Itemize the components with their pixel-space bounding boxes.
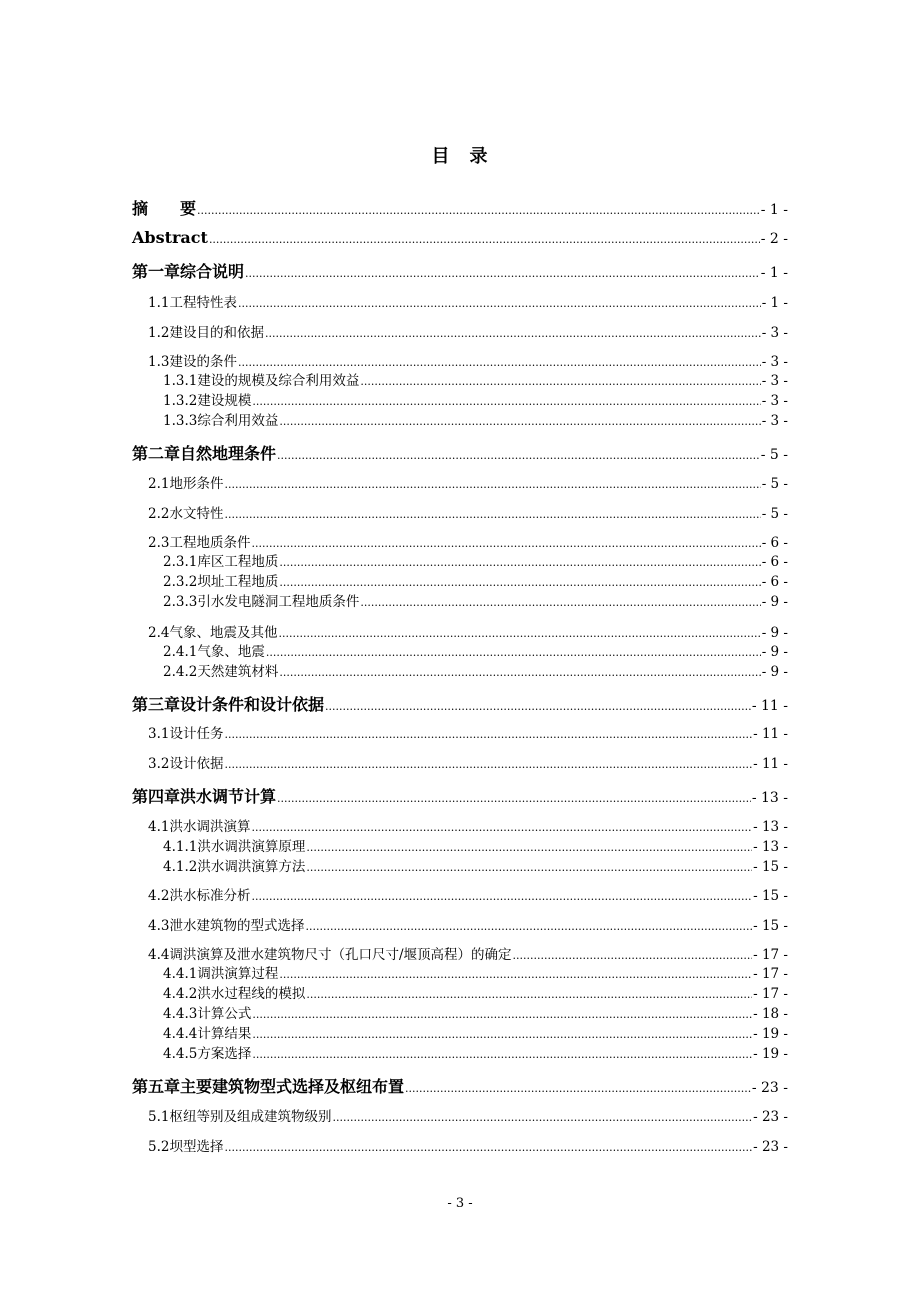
toc-entry-number: 2.3.3 [163,594,198,610]
toc-entry-title: 坝型选择 [169,1139,224,1155]
toc-entry[interactable] [132,1074,788,1097]
toc-entry-title: 综合利用效益 [197,413,279,429]
dot-leader [238,356,761,369]
dot-leader [265,327,761,340]
toc-entry-number: 第三章 [132,695,181,714]
dot-leader [238,297,761,310]
toc-entry-number: 4.4.1 [163,966,198,982]
toc-entry[interactable] [148,472,788,492]
toc-entry[interactable] [148,321,788,341]
toc-entry-page: - 1 - [760,265,788,281]
dot-leader [245,267,760,280]
toc-entry-number: 4.4.3 [163,1006,198,1022]
toc-entry[interactable] [148,943,788,963]
toc-entry[interactable] [163,1042,788,1062]
dot-leader [332,1111,752,1124]
toc-entry-number: 第五章 [132,1077,181,1096]
toc-entry-page: - 17 - [753,947,788,963]
toc-entry-title: 洪水调节计算 [180,787,277,806]
toc-entry-page: - 5 - [760,447,788,463]
toc-entry-page: - 17 - [753,966,788,982]
toc-entry-page: - 5 - [761,476,788,492]
toc-entry-page: - 11 - [753,726,788,742]
toc-entry[interactable] [148,350,788,370]
toc-entry[interactable] [132,692,788,715]
toc-entry-number: 3.1 [148,726,170,742]
dot-leader [325,700,751,713]
toc-entry-title: 气象、地震及其他 [169,625,278,641]
toc-title: 目 录 [431,146,489,167]
dot-leader [209,233,760,246]
toc-entry[interactable] [148,502,788,522]
dot-leader [224,478,760,491]
toc-entry[interactable] [148,291,788,311]
toc-entry[interactable] [132,228,788,247]
dot-leader [279,415,760,428]
toc-entry-title: 调洪演算及泄水建筑物尺寸（孔口尺寸/堰顶高程）的确定 [169,947,512,963]
dot-leader [279,666,760,679]
toc-entry-number: 4.4.5 [163,1046,198,1062]
toc-entry-title: 计算结果 [197,1026,252,1042]
toc-entry[interactable] [148,752,788,772]
toc-entry[interactable] [132,259,788,282]
toc-entry[interactable] [163,962,788,982]
toc-entry-title: 气象、地震 [197,644,265,660]
dot-leader [252,1048,752,1061]
toc-entry-number: 4.1.1 [163,839,198,855]
toc-entry-number: 2.4 [148,625,170,641]
toc-entry-page: - 15 - [753,918,788,934]
dot-leader [279,556,760,569]
dot-leader [251,890,752,903]
toc-entry-page: - 13 - [751,790,788,806]
toc-entry[interactable] [163,570,788,590]
toc-entry[interactable] [148,1105,788,1125]
toc-entry-number: 1.2 [148,325,170,341]
dot-leader [251,537,760,550]
toc-entry-page: - 6 - [761,574,788,590]
toc-entry-page: - 1 - [760,202,788,218]
toc-entry[interactable] [148,884,788,904]
toc-entry-number: 4.1 [148,819,170,835]
toc-entry-title: 泄水建筑物的型式选择 [169,918,305,934]
toc-entry-title: 工程特性表 [169,295,237,311]
toc-entry-title: 洪水过程线的模拟 [197,986,306,1002]
toc-entry-page: - 9 - [761,644,788,660]
toc-entry-title: 计算公式 [197,1006,252,1022]
toc-entry-title: 建设的规模及综合利用效益 [197,373,360,389]
dot-leader [305,920,752,933]
toc-entry-title: 洪水调洪演算原理 [197,839,306,855]
toc-entry-page: - 23 - [753,1109,788,1125]
toc-entry-title: 建设的条件 [169,354,237,370]
dot-leader [360,375,760,388]
toc-entry-page: - 15 - [753,859,788,875]
toc-entry-page: - 9 - [761,664,788,680]
toc-entry-number: 5.2 [148,1139,170,1155]
toc-entry[interactable] [163,640,788,660]
toc-entry-page: - 3 - [761,393,788,409]
toc-entry-page: - 17 - [753,986,788,1002]
toc-entry-title: 洪水调洪演算方法 [197,859,306,875]
dot-leader [513,949,753,962]
toc-entry-page: - 13 - [753,839,788,855]
dot-leader [278,627,760,640]
toc-entry-title: 摘 要 [132,199,197,218]
toc-entry[interactable] [132,784,788,807]
dot-leader [224,508,760,521]
toc-entry[interactable] [163,389,788,409]
toc-entry-page: - 11 - [751,698,788,714]
toc-entry-number: 4.4 [148,947,170,963]
toc-entry[interactable] [132,441,788,464]
toc-entry[interactable] [148,531,788,551]
toc-entry-number: 2.3.1 [163,554,198,570]
dot-leader [252,1028,752,1041]
toc-entry-title: 工程地质条件 [169,535,251,551]
toc-entry-page: - 19 - [753,1046,788,1062]
toc-entry[interactable] [148,1135,788,1155]
toc-entry-page: - 3 - [761,373,788,389]
toc-entry-title: 洪水标准分析 [169,888,251,904]
dot-leader [306,988,752,1001]
toc-entry-number: 3.2 [148,756,170,772]
toc-entry-number: 2.3.2 [163,574,198,590]
toc-entry-title: 设计任务 [169,726,224,742]
dot-leader [266,646,761,659]
toc-entry-page: - 6 - [761,535,788,551]
dot-leader [224,728,752,741]
toc-entry[interactable] [148,815,788,835]
toc-entry-title: 综合说明 [180,262,245,281]
toc-entry-title: 自然地理条件 [180,444,277,463]
dot-leader [405,1082,751,1095]
toc-entry-page: - 3 - [761,413,788,429]
toc-entry-title: 建设目的和依据 [169,325,264,341]
toc-entry-title: 引水发电隧洞工程地质条件 [197,594,360,610]
toc-entry-page: - 3 - [761,354,788,370]
toc-entry-page: - 5 - [761,506,788,522]
toc-entry-page: - 23 - [753,1139,788,1155]
toc-entry-title: 天然建筑材料 [197,664,279,680]
toc-entry-title: 设计条件和设计依据 [180,695,325,714]
toc-entry[interactable] [163,550,788,570]
toc-entry-page: - 13 - [753,819,788,835]
toc-entry-title: 建设规模 [197,393,252,409]
toc-entry[interactable] [163,835,788,855]
toc-entry-number: 第二章 [132,444,181,463]
toc-entry-title: 主要建筑物型式选择及枢纽布置 [180,1077,405,1096]
toc-entry-number: 4.3 [148,918,170,934]
toc-entry-title: 枢纽等别及组成建筑物级别 [169,1109,332,1125]
toc-entry-number: 2.4.2 [163,664,198,680]
toc-entry[interactable] [163,409,788,429]
toc-entry[interactable] [163,590,788,610]
toc-entry-number: 第四章 [132,787,181,806]
toc-entry[interactable] [163,855,788,875]
toc-entry-number: 1.3.1 [163,373,198,389]
dot-leader [224,1141,752,1154]
dot-leader [277,449,760,462]
dot-leader [252,1008,752,1021]
toc-entry-page: - 9 - [761,594,788,610]
toc-entry-title: 洪水调洪演算 [169,819,251,835]
toc-entry-number: 1.3 [148,354,170,370]
toc-entry[interactable] [163,660,788,680]
toc-entry-page: - 19 - [753,1026,788,1042]
toc-entry-title: 调洪演算过程 [197,966,279,982]
dot-leader [360,596,760,609]
toc-entry-page: - 11 - [753,756,788,772]
toc-entry-page: - 18 - [753,1006,788,1022]
toc-entry-number: 1.3.3 [163,413,198,429]
toc-entry-title: 地形条件 [169,476,224,492]
toc-entry-number: 4.4.4 [163,1026,198,1042]
dot-leader [306,861,752,874]
toc-entry[interactable] [163,369,788,389]
toc-entry-number: 1.3.2 [163,393,198,409]
toc-entry-number: 4.2 [148,888,170,904]
toc-entry-number: 2.4.1 [163,644,198,660]
toc-entry-page: - 1 - [761,295,788,311]
toc-entry-number: 第一章 [132,262,181,281]
dot-leader [197,204,760,217]
toc-entry-title: 水文特性 [169,506,224,522]
toc-entry[interactable] [148,722,788,742]
toc-entry-number: 5.1 [148,1109,170,1125]
toc-entry-page: - 15 - [753,888,788,904]
toc-entry-number: 2.1 [148,476,170,492]
toc-entry-page: - 9 - [761,625,788,641]
toc-entry-number: 2.3 [148,535,170,551]
toc-entry[interactable] [148,621,788,641]
toc-entry[interactable] [163,982,788,1002]
dot-leader [277,792,751,805]
toc-entry-title: 方案选择 [197,1046,252,1062]
toc-entry-page: - 2 - [760,231,788,247]
toc-entry-title: 库区工程地质 [197,554,279,570]
dot-leader [224,758,752,771]
toc-entry[interactable] [132,196,788,219]
page-number: - 3 - [447,1196,473,1211]
dot-leader [252,395,760,408]
toc-entry-title: 设计依据 [169,756,224,772]
toc-entry[interactable] [163,1022,788,1042]
dot-leader [279,576,760,589]
toc-entry-title: 坝址工程地质 [197,574,279,590]
toc-entry[interactable] [163,1002,788,1022]
toc-entry-title: Abstract [132,228,208,247]
toc-entry-number: 4.1.2 [163,859,198,875]
toc-entry-number: 1.1 [148,295,170,311]
toc-entry-number: 2.2 [148,506,170,522]
toc-entry-page: - 3 - [761,325,788,341]
dot-leader [306,841,752,854]
toc-entry-page: - 6 - [761,554,788,570]
toc-entry[interactable] [148,914,788,934]
toc-entry-number: 4.4.2 [163,986,198,1002]
dot-leader [279,968,752,981]
dot-leader [251,821,752,834]
toc-entry-page: - 23 - [751,1080,788,1096]
